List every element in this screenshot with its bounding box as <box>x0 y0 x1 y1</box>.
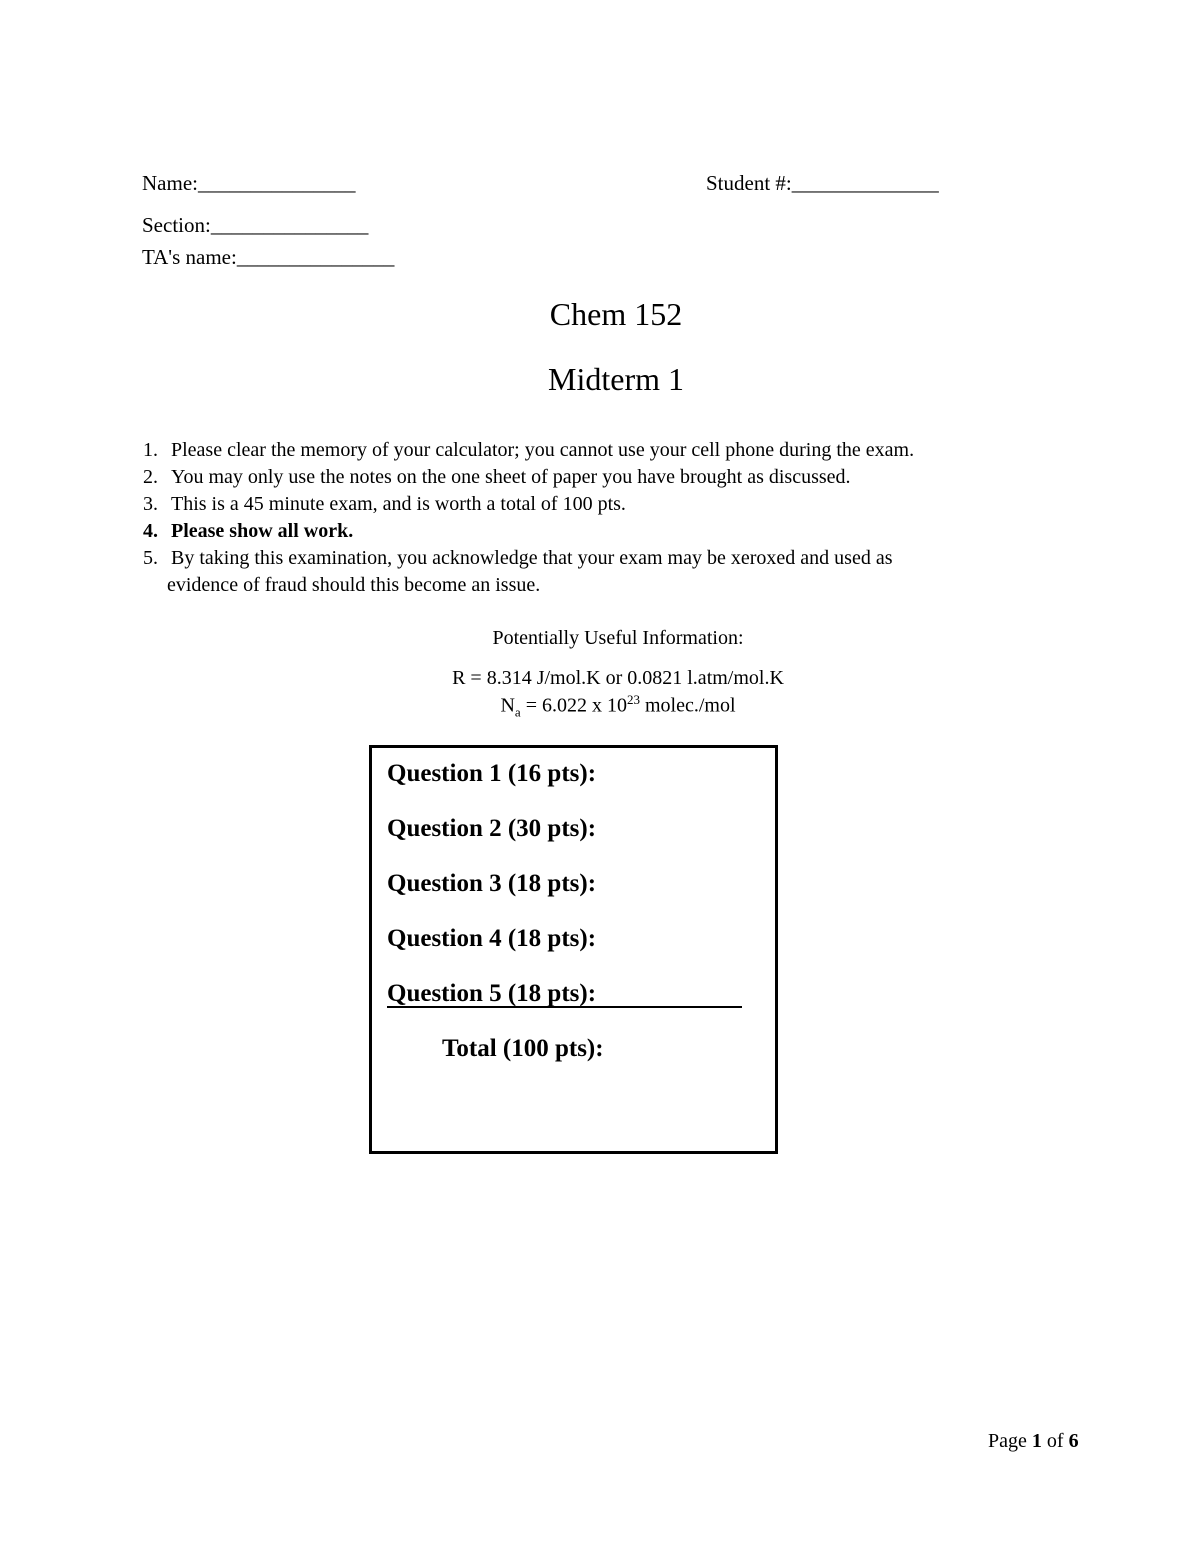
student-number-field: Student #:______________ <box>706 171 939 195</box>
score-divider <box>387 980 742 1008</box>
instruction-number: 3. <box>143 493 158 515</box>
avogadro-subscript: a <box>514 704 521 720</box>
instruction-text: Please show all work. <box>171 520 354 542</box>
gas-constant: R = 8.314 J/mol.K or 0.0821 l.atm/mol.K <box>452 667 784 689</box>
score-question-2: Question 2 (30 pts): <box>387 815 597 842</box>
score-total: Total (100 pts): <box>442 1035 604 1062</box>
page-indicator <box>988 1430 1079 1453</box>
instruction-text: This is a 45 minute exam, and is worth a total of 100 pts. <box>171 493 626 515</box>
page-number: 1 <box>1031 1430 1042 1452</box>
avogadro-constant <box>0 692 1200 721</box>
section-field: Section:_______________ <box>142 213 369 237</box>
instruction-number: 5. <box>143 547 158 569</box>
ta-name-field: TA's name:_______________ <box>142 245 395 269</box>
avogadro-exponent: 23 <box>626 692 640 707</box>
score-question-4: Question 4 (18 pts): <box>387 925 597 952</box>
instruction-text: By taking this examination, you acknowledge that your exam may be xeroxed and used as <box>171 547 893 569</box>
instruction-number: 4. <box>143 520 158 542</box>
score-question-5: Question 5 (18 pts): <box>387 980 597 1007</box>
avogadro-symbol: N <box>500 694 515 717</box>
score-question-1: Question 1 (16 pts): <box>387 760 597 787</box>
exam-title: Midterm 1 <box>548 361 684 397</box>
page-total: 6 <box>1068 1430 1079 1452</box>
instruction-text: You may only use the notes on the one sheet of paper you have brought as discussed. <box>171 466 851 488</box>
score-question-3: Question 3 (18 pts): <box>387 870 597 897</box>
instruction-text: Please clear the memory of your calculator; you cannot use your cell phone during the exam. <box>171 439 915 461</box>
instruction-number: 2. <box>143 466 158 488</box>
score-box <box>369 745 778 1154</box>
name-field: Name:_______________ <box>142 171 356 195</box>
avogadro-unit: molec./mol <box>639 694 736 717</box>
instruction-continuation: evidence of fraud should this become an issue. <box>167 574 541 596</box>
page-word: Page <box>988 1430 1027 1452</box>
avogadro-value: = 6.022 x 10 <box>520 694 627 717</box>
of-word: of <box>1046 1430 1064 1452</box>
instruction-number: 1. <box>143 439 158 461</box>
course-title: Chem 152 <box>549 296 683 332</box>
info-heading: Potentially Useful Information: <box>492 627 744 649</box>
